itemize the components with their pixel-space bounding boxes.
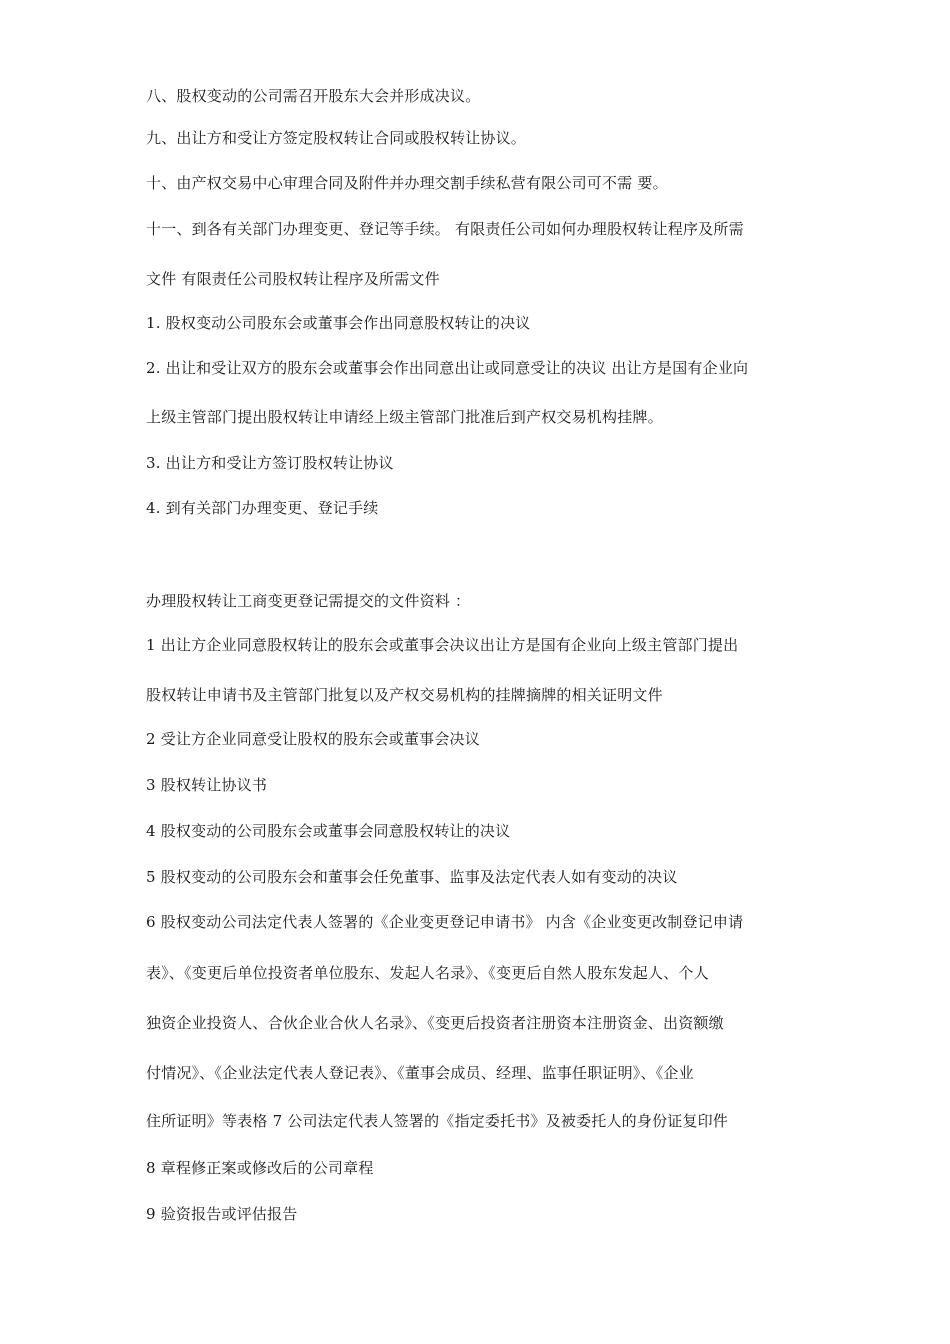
list-item: 2 受让方企业同意受让股权的股东会或董事会决议 [146, 730, 480, 748]
paragraph-line: 十一、到各有关部门办理变更、登记等手续。 有限责任公司如何办理股权转让程序及所需 [146, 220, 744, 238]
list-item: 4 股权变动的公司股东会或董事会同意股权转让的决议 [146, 822, 511, 840]
list-item: 9 验资报告或评估报告 [146, 1205, 298, 1223]
paragraph-line: 表》、《变更后单位投资者单位股东、发起人名录》、《变更后自然人股东发起人、个人 [146, 964, 709, 982]
list-item: 4. 到有关部门办理变更、登记手续 [146, 499, 379, 517]
paragraph-line: 十、由产权交易中心审理合同及附件并办理交割手续私营有限公司可不需 要。 [146, 174, 668, 192]
paragraph-line: 九、出让方和受让方签定股权转让合同或股权转让协议。 [146, 129, 527, 147]
paragraph-line: 付情况》、《企业法定代表人登记表》、《董事会成员、经理、监事任职证明》、《企业 [146, 1064, 694, 1082]
list-item: 1 出让方企业同意股权转让的股东会或董事会决议出让方是国有企业向上级主管部门提出 [146, 636, 739, 654]
paragraph-line: 八、股权变动的公司需召开股东大会并形成决议。 [146, 87, 481, 105]
paragraph-line: 独资企业投资人、合伙企业合伙人名录》、《变更后投资者注册资本注册资金、出资额缴 [146, 1014, 724, 1032]
paragraph-line: 住所证明》等表格 7 公司法定代表人签署的《指定委托书》及被委托人的身份证复印件 [146, 1112, 729, 1130]
list-item: 3. 出让方和受让方签订股权转让协议 [146, 454, 394, 472]
section-heading: 办理股权转让工商变更登记需提交的文件资料 ： [146, 592, 471, 610]
list-item: 1. 股权变动公司股东会或董事会作出同意股权转让的决议 [146, 314, 531, 332]
paragraph-line: 上级主管部门提出股权转让申请经上级主管部门批准后到产权交易机构挂牌。 [146, 408, 663, 426]
list-item: 2. 出让和受让双方的股东会或董事会作出同意出让或同意受让的决议 出让方是国有企业向 [146, 359, 749, 377]
paragraph-line: 股权转让申请书及主管部门批复以及产权交易机构的挂牌摘牌的相关证明文件 [146, 686, 663, 704]
paragraph-line: 文件 有限责任公司股权转让程序及所需文件 [146, 270, 440, 288]
list-item: 6 股权变动公司法定代表人签署的《企业变更登记申请书》 内含《企业变更改制登记申请 [146, 913, 744, 931]
list-item: 8 章程修正案或修改后的公司章程 [146, 1159, 374, 1177]
list-item: 3 股权转让协议书 [146, 776, 268, 794]
list-item: 5 股权变动的公司股东会和董事会任免董事、监事及法定代表人如有变动的决议 [146, 868, 678, 886]
